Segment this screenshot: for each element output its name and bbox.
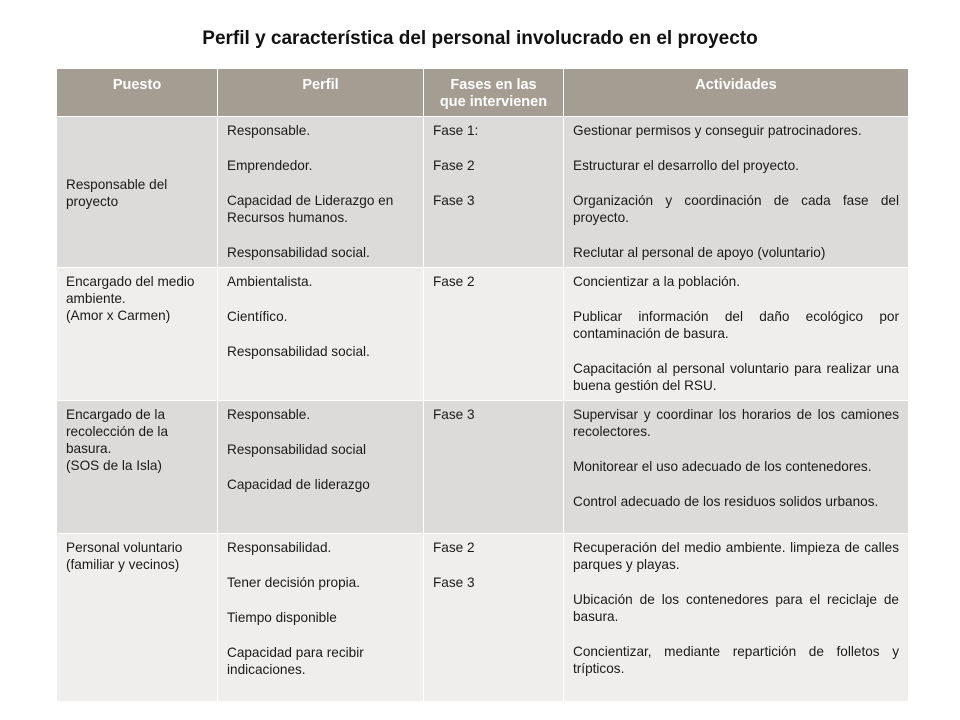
fase-item: Fase 2 xyxy=(433,540,475,555)
actividad-item: Ubicación de los contenedores para el reciclaje de basura. xyxy=(573,592,899,624)
actividad-item: Estructurar el desarrollo del proyecto. xyxy=(573,158,799,173)
cell-puesto xyxy=(57,117,218,268)
perfil-item: Tener decisión propia. xyxy=(227,575,360,590)
cell-puesto xyxy=(57,268,218,401)
perfil-item: Responsabilidad social. xyxy=(227,344,370,359)
cell-actividades xyxy=(564,268,909,401)
cell-fases xyxy=(424,401,564,534)
table-row xyxy=(57,117,909,268)
fase-item: Fase 1: xyxy=(433,123,479,138)
cell-perfil xyxy=(218,534,424,702)
fase-item: Fase 3 xyxy=(433,575,475,590)
fase-item: Fase 3 xyxy=(433,407,475,422)
puesto-text: Personal voluntario (familiar y vecinos) xyxy=(66,540,183,572)
puesto-text: Responsable del proyecto xyxy=(66,176,168,209)
perfil-item: Ambientalista. xyxy=(227,274,313,289)
cell-fases xyxy=(424,534,564,702)
fase-item: Fase 2 xyxy=(433,274,475,289)
puesto-text: Encargado de la recolección de la basura. (SOS de la Isla) xyxy=(66,407,169,473)
column-header-perfil xyxy=(218,69,424,117)
actividad-item: Gestionar permisos y conseguir patrocinadores. xyxy=(573,123,862,138)
cell-perfil xyxy=(218,117,424,268)
actividad-item: Control adecuado de los residuos solidos urbanos. xyxy=(573,494,879,509)
header-row xyxy=(57,69,909,117)
actividad-item: Supervisar y coordinar los horarios de los camiones recolectores. xyxy=(573,407,899,439)
cell-puesto xyxy=(57,401,218,534)
column-header-label: Fases en las que intervienen xyxy=(439,77,548,110)
actividad-item: Organización y coordinación de cada fase del proyecto. xyxy=(573,193,899,225)
column-header-actividades xyxy=(564,69,909,117)
cell-fases xyxy=(424,268,564,401)
actividad-item: Reclutar al personal de apoyo (voluntario) xyxy=(573,245,826,260)
table-row xyxy=(57,268,909,401)
actividad-item: Monitorear el uso adecuado de los contenedores. xyxy=(573,459,872,474)
cell-fases xyxy=(424,117,564,268)
fase-item: Fase 2 xyxy=(433,158,475,173)
perfil-item: Capacidad para recibir indicaciones. xyxy=(227,645,364,677)
actividad-item: Concientizar, mediante repartición de folletos y trípticos. xyxy=(573,644,899,676)
actividad-item: Concientizar a la población. xyxy=(573,274,741,289)
perfil-item: Científico. xyxy=(227,309,288,324)
perfil-item: Tiempo disponible xyxy=(227,610,337,625)
perfil-item: Responsabilidad. xyxy=(227,540,332,555)
column-header-label: Actividades xyxy=(695,77,777,93)
actividad-item: Publicar información del daño ecológico por contaminación de basura. xyxy=(573,309,899,341)
cell-actividades xyxy=(564,534,909,702)
column-header-puesto xyxy=(57,69,218,117)
perfil-item: Responsabilidad social. xyxy=(227,245,370,260)
page-title: Perfil y característica del personal involucrado en el proyecto xyxy=(202,28,758,49)
perfil-item: Responsable. xyxy=(227,407,311,422)
cell-puesto xyxy=(57,534,218,702)
table-row xyxy=(57,401,909,534)
cell-perfil xyxy=(218,268,424,401)
puesto-text: Encargado del medio ambiente. (Amor x Carmen) xyxy=(66,274,195,323)
perfil-item: Emprendedor. xyxy=(227,158,313,173)
cell-actividades xyxy=(564,401,909,534)
fase-item: Fase 3 xyxy=(433,193,475,208)
perfil-item: Responsabilidad social xyxy=(227,442,367,457)
cell-perfil xyxy=(218,401,424,534)
table-row xyxy=(57,534,909,702)
actividad-item: Capacitación al personal voluntario para realizar una buena gestión del RSU. xyxy=(573,361,899,393)
column-header-label: Perfil xyxy=(302,77,339,93)
column-header-label: Puesto xyxy=(112,77,162,93)
personnel-table xyxy=(56,68,909,702)
actividad-item: Recuperación del medio ambiente. limpieza de calles parques y playas. xyxy=(573,540,899,572)
column-header-fases xyxy=(424,69,564,117)
cell-actividades xyxy=(564,117,909,268)
perfil-item: Capacidad de liderazgo xyxy=(227,477,370,492)
perfil-item: Responsable. xyxy=(227,123,311,138)
perfil-item: Capacidad de Liderazgo en Recursos humanos. xyxy=(227,193,394,225)
